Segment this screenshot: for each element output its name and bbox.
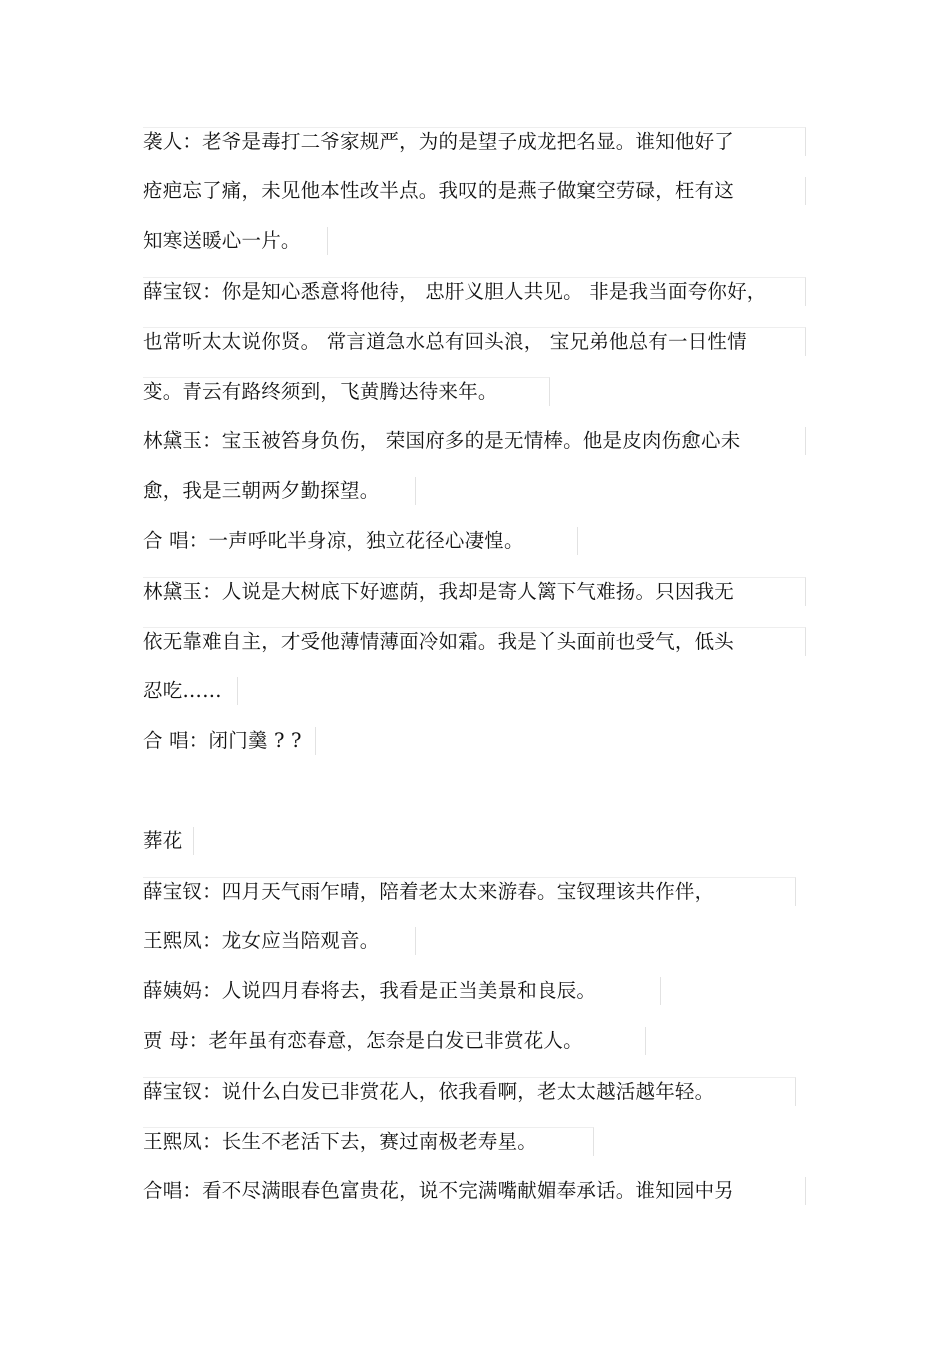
text-line-xifeng-2: 王熙凤：长生不老活下去，赛过南极老寿星。 (143, 1127, 594, 1156)
text-line-baochai-5: 薛宝钗：说什么白发已非赏花人，依我看啊，老太太越活越年轻。 (143, 1077, 796, 1106)
text-line-daiyu-5: 忍吃…… (143, 677, 238, 705)
text-line-daiyu-4: 依无靠难自主，才受他薄情薄面冷如霜。我是丫头面前也受气，低头 (143, 627, 806, 656)
text-line-baochai-2: 也常听太太说你贤。 常言道急水总有回头浪， 宝兄弟他总有一日性情 (143, 327, 806, 356)
text-line-chorus-1: 合 唱：一声呼叱半身凉，独立花径心凄惶。 (143, 527, 578, 555)
text-line-daiyu-1: 林黛玉：宝玉被笞身负伤， 荣国府多的是无情棒。他是皮肉伤愈心未 (143, 427, 806, 455)
text-line-jiamu: 贾 母：老年虽有恋春意，怎奈是白发已非赏花人。 (143, 1027, 646, 1055)
text-line-chorus-2: 合 唱：闭门羹 ? ? (143, 727, 316, 755)
text-line-daiyu-2: 愈，我是三朝两夕勤探望。 (143, 477, 416, 505)
text-line-xueyima: 薛姨妈：人说四月春将去，我看是正当美景和良辰。 (143, 977, 661, 1005)
text-line-xiren-3: 知寒送暖心一片。 (143, 227, 328, 255)
text-line-xiren-1: 袭人：老爷是毒打二爷家规严，为的是望子成龙把名显。谁知他好了 (143, 127, 806, 156)
text-line-xiren-2: 疮疤忘了痛，未见他本性改半点。我叹的是燕子做窠空劳碌，枉有这 (143, 177, 806, 205)
section-heading-zanghua: 葬花 (143, 827, 194, 855)
text-line-baochai-1: 薛宝钗：你是知心悉意将他待， 忠肝义胆人共见。 非是我当面夸你好， (143, 277, 806, 306)
text-line-chorus-3: 合唱：看不尽满眼春色富贵花，说不完满嘴献媚奉承话。谁知园中另 (143, 1177, 806, 1205)
text-line-baochai-4: 薛宝钗：四月天气雨乍晴，陪着老太太来游春。宝钗理该共作伴， (143, 877, 796, 906)
text-line-daiyu-3: 林黛玉：人说是大树底下好遮荫，我却是寄人篱下气难扬。只因我无 (143, 577, 806, 606)
text-line-baochai-3: 变。青云有路终须到，飞黄腾达待来年。 (143, 377, 550, 406)
text-line-xifeng-1: 王熙凤：龙女应当陪观音。 (143, 927, 416, 955)
